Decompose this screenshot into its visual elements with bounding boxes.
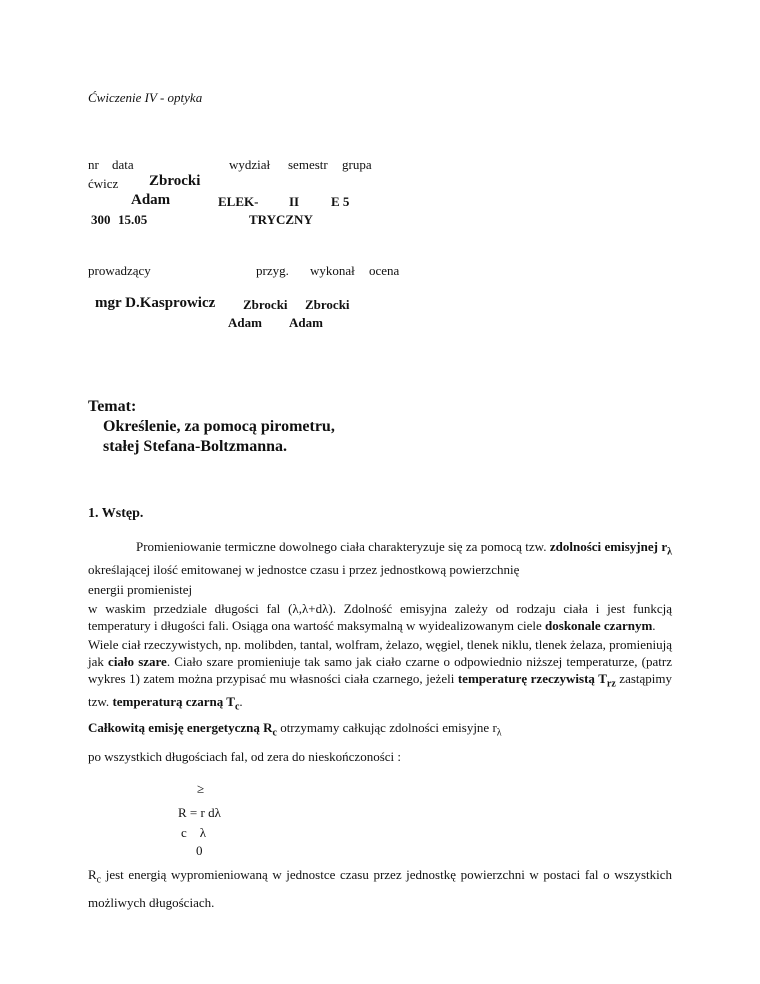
p3-sub-rz: rz — [606, 678, 616, 690]
formula-subscripts: c λ — [181, 825, 207, 840]
prepared-by-firstname: Adam — [228, 315, 262, 330]
p3-term-black-temp: temperaturą czarną T — [112, 693, 235, 709]
label-ocena: ocena — [369, 263, 400, 278]
label-grupa: grupa — [342, 157, 372, 172]
p2-text: w waskim przedziale długości fal (λ,λ+dλ). Zdolność emisyjna zależy od rodzaju ciała i jest funkcją temperatury i długości fali. Osiąga ona wartość maksymalną w wyidealizowanym ciele — [88, 601, 672, 633]
p6-sub-c: c — [96, 874, 102, 886]
document-title: Ćwiczenie IV - optyka — [88, 90, 203, 105]
formula-upper-limit: ≥ — [197, 781, 205, 796]
p3-sub-c: c — [234, 701, 240, 713]
paragraph-emission: w waskim przedziale długości fal (λ,λ+dλ). Zdolność emisyjna zależy od rodzaju ciała i jest funkcją temperatury i długości fali. Osiąga ona wartość maksymalną w wyidealizowanym ciele doskonale czarnym. Wiele ciał rzeczywistych, np. molibden, tantal, wolfram, żelazo, węgiel, tlenek niklu, tlenek żelaza, promieniują jak ciało szare. Ciało szare promieniuje tak samo jak ciało czarne o odpowiednio niższej temperaturze, (patrz wykres 1) zatem można przypisać mu własności ciała czarnego, jeżeli temperaturę rzeczywistą $T_{rz}$ zastąpimy tzw. temperaturą czarną $T_c$. Całkowitą emisję energetyczną $R_c$ otrzymamy całkując zdolności emisyjne $r_\lambda$ po wszystkich długościach fal, od zera do nieskończoności : — [88, 601, 673, 764]
p6-symbol: R — [88, 867, 97, 882]
formula-lower-limit: 0 — [196, 843, 203, 858]
p1-text-c: określającej ilość emitowanej w jednostce czasu i przez jednostkową powierzchnię — [88, 561, 520, 577]
p4-sub-lambda: λ — [496, 727, 502, 739]
label-przyg: przyg. — [256, 263, 289, 278]
label-data: data — [112, 157, 134, 172]
paragraph-intro — [88, 538, 672, 578]
label-wydzial: wydział — [229, 157, 271, 172]
department-line1: ELEK- — [218, 194, 259, 209]
student-surname: Zbrocki — [149, 173, 201, 189]
label-nr: nr — [88, 157, 99, 172]
student-firstname: Adam — [131, 192, 171, 208]
p3-text-b: . Ciało szare promieniuje tak samo jak ciało czarne o odpowiednio niższej temperaturze, (patrz wykres 1) zatem można przypisać mu własności ciała czarnego, jeżeli — [88, 654, 672, 686]
instructor-name: mgr D.Kasprowicz — [95, 295, 216, 311]
p4-term-total-emission: Całkowitą emisję energetyczną R — [88, 720, 273, 736]
p2-term: doskonale czarnym — [545, 618, 653, 633]
p1-term-b: emisyjnej r — [604, 539, 668, 554]
p1-text-d: energii promienistej — [88, 582, 193, 597]
p3-text-a: Wiele ciał rzeczywistych, np. molibden, tantal, wolfram, żelazo, węgiel, tlenek niklu, tlenek żelaza, promieniują jak — [88, 637, 672, 669]
p3-term-real-temp: temperaturę rzeczywistą T — [457, 671, 607, 686]
p1-term-a: zdolności — [549, 539, 602, 554]
label-cwicz: ćwicz — [88, 176, 119, 191]
p6-text: jest energią wypromieniowaną w jednostce czasu przez jednostkę powierzchni w postaci fal o wszystkich możliwych długościach. — [88, 867, 672, 910]
exercise-number: 300 — [91, 212, 111, 227]
section-heading: 1. Wstęp. — [88, 506, 144, 521]
topic-line2: stałej Stefana-Boltzmanna. — [103, 438, 287, 455]
label-wykonal: wykonał — [310, 263, 355, 278]
p4-sub-c: c — [272, 727, 277, 739]
performed-by-firstname: Adam — [289, 315, 323, 330]
performed-by-surname: Zbrocki — [305, 297, 350, 312]
p3-term-grey-body: ciało szare — [108, 654, 167, 669]
p1-text-a: Promieniowanie termiczne dowolnego ciała charakteryzuje się za pomocą tzw. — [136, 539, 547, 554]
department-line2: TRYCZNY — [249, 212, 313, 227]
group-value: E 5 — [331, 194, 350, 209]
prepared-by-surname: Zbrocki — [243, 297, 288, 312]
p1-lambda: λ — [667, 546, 673, 558]
topic-label: Temat: — [88, 398, 137, 415]
exercise-date: 15.05 — [118, 212, 148, 227]
label-prowadzacy: prowadzący — [88, 263, 151, 278]
label-semestr: semestr — [288, 157, 328, 172]
p4-text: otrzymamy całkując zdolności emisyjne r — [280, 720, 497, 736]
topic-line1: Określenie, za pomocą pirometru, — [103, 418, 335, 435]
semester-value: II — [289, 194, 300, 209]
formula-main: R = r dλ — [178, 805, 221, 820]
p5-text: po wszystkich długościach fal, od zera do nieskończoności : — [88, 748, 401, 764]
paragraph-rc — [88, 864, 672, 914]
p3-text-c: zastąpimy tzw. — [88, 671, 673, 709]
